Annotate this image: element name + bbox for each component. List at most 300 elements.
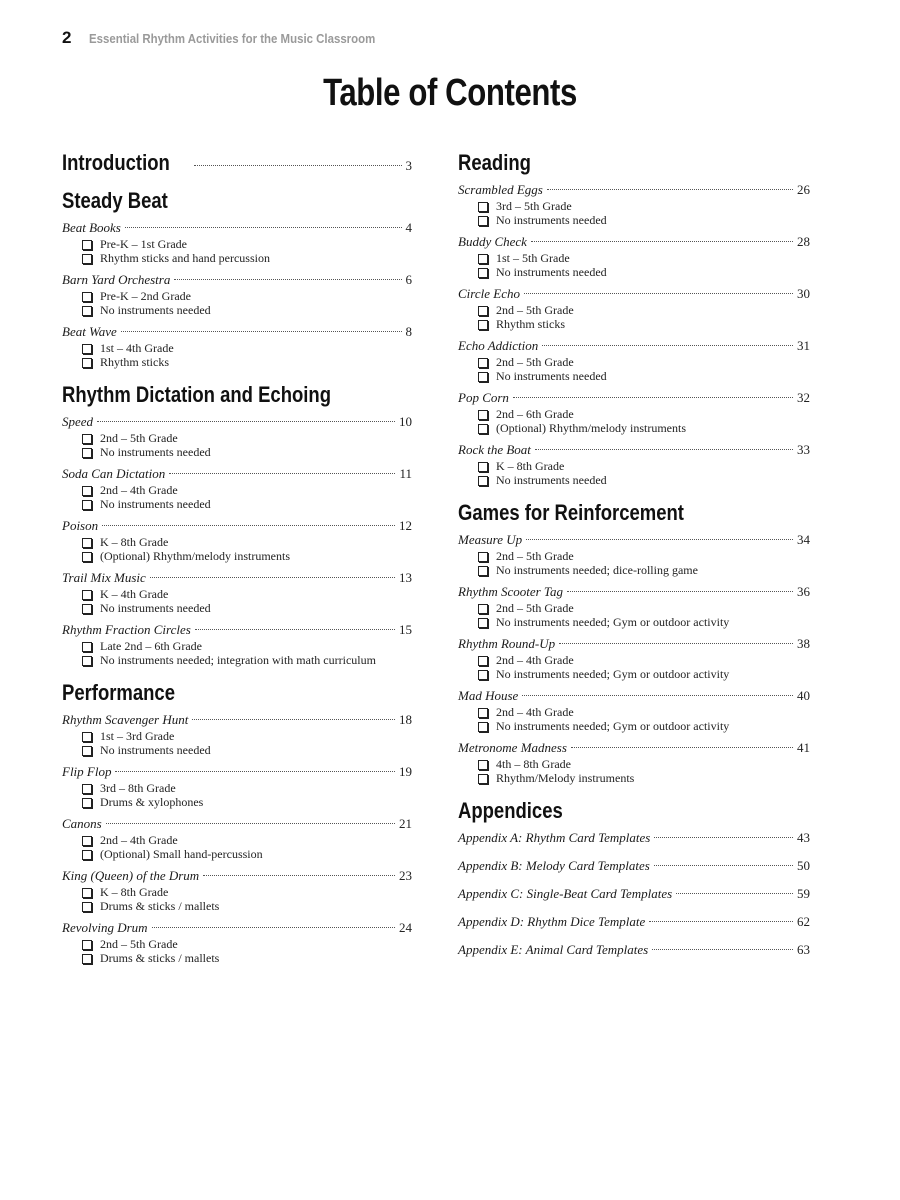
- toc-entry-row: [62, 272, 412, 289]
- page-ref: 13: [399, 570, 412, 585]
- checkbox-icon: [82, 940, 92, 950]
- entry-details: [458, 705, 810, 733]
- detail-text: Pre-K – 1st Grade: [100, 237, 187, 251]
- toc-entry-row: [62, 466, 412, 483]
- checkbox-icon: [82, 448, 92, 458]
- detail-text: 4th – 8th Grade: [496, 757, 571, 771]
- detail-item: [478, 719, 810, 733]
- detail-text: No instruments needed: [496, 213, 607, 227]
- detail-text: Rhythm sticks and hand percussion: [100, 251, 270, 265]
- detail-item: [478, 251, 810, 265]
- checkbox-icon: [82, 486, 92, 496]
- detail-item: [82, 535, 412, 549]
- detail-item: [82, 431, 412, 445]
- dot-leader: [547, 189, 793, 190]
- entry-details: [458, 199, 810, 227]
- detail-text: 1st – 5th Grade: [496, 251, 570, 265]
- detail-text: Late 2nd – 6th Grade: [100, 639, 202, 653]
- checkbox-icon: [82, 604, 92, 614]
- page-ref: 15: [399, 622, 412, 637]
- detail-item: [478, 265, 810, 279]
- checkbox-icon: [478, 254, 488, 264]
- toc-entry-row: [458, 636, 810, 653]
- toc-entry-appendix-a-rhythm-card-templates[interactable]: [458, 830, 810, 848]
- section-heading-games-for-reinforcement: Games for Reinforcement: [458, 500, 684, 525]
- toc-entry-row: [458, 338, 810, 355]
- toc-entry-appendix-c-single-beat-card-templates[interactable]: [458, 886, 810, 904]
- detail-text: No instruments needed: [100, 743, 211, 757]
- toc-entry-rhythm-round-up[interactable]: [458, 636, 810, 681]
- detail-item: [82, 355, 412, 369]
- checkbox-icon: [82, 902, 92, 912]
- detail-text: K – 8th Grade: [496, 459, 565, 473]
- entry-title: Appendix C: Single-Beat Card Templates: [458, 886, 673, 901]
- detail-item: [478, 473, 810, 487]
- checkbox-icon: [82, 434, 92, 444]
- dot-leader: [102, 525, 395, 526]
- entry-details: [62, 431, 412, 459]
- entry-details: [458, 601, 810, 629]
- toc-entry-row: [458, 286, 810, 303]
- checkbox-icon: [82, 888, 92, 898]
- toc-entry-speed[interactable]: [62, 414, 412, 459]
- toc-entry-row: [458, 740, 810, 757]
- toc-left-column: [62, 150, 412, 972]
- page-ref: 34: [797, 532, 810, 547]
- detail-item: [478, 199, 810, 213]
- dot-leader: [567, 591, 793, 592]
- toc-entry-row: [62, 764, 412, 781]
- page-ref: 43: [797, 830, 810, 845]
- dot-leader: [526, 539, 793, 540]
- detail-text: 2nd – 5th Grade: [496, 355, 574, 369]
- detail-item: [82, 653, 412, 667]
- detail-text: No instruments needed: [100, 303, 211, 317]
- detail-item: [82, 601, 412, 615]
- checkbox-icon: [82, 344, 92, 354]
- detail-text: No instruments needed; dice-rolling game: [496, 563, 698, 577]
- toc-entry-row: [62, 518, 412, 535]
- dot-leader: [203, 875, 395, 876]
- toc-entry-row: [458, 532, 810, 549]
- entry-details: [458, 653, 810, 681]
- dot-leader: [152, 927, 395, 928]
- detail-text: 2nd – 6th Grade: [496, 407, 574, 421]
- entry-details: [62, 937, 412, 965]
- entry-title: Mad House: [458, 688, 519, 703]
- detail-text: 3rd – 5th Grade: [496, 199, 572, 213]
- entry-title: Pop Corn: [458, 390, 509, 405]
- page-ref: 21: [399, 816, 412, 831]
- detail-text: Drums & xylophones: [100, 795, 204, 809]
- page-ref: 63: [797, 942, 810, 957]
- toc-entry-poison[interactable]: [62, 518, 412, 563]
- checkbox-icon: [82, 954, 92, 964]
- detail-item: [82, 937, 412, 951]
- detail-item: [82, 639, 412, 653]
- toc-entry-row: [458, 688, 810, 705]
- detail-text: No instruments needed: [496, 473, 607, 487]
- checkbox-icon: [82, 254, 92, 264]
- page-ref: 59: [797, 886, 810, 901]
- detail-text: K – 4th Grade: [100, 587, 169, 601]
- checkbox-icon: [82, 836, 92, 846]
- checkbox-icon: [82, 798, 92, 808]
- detail-item: [478, 369, 810, 383]
- detail-text: 2nd – 5th Grade: [100, 937, 178, 951]
- dot-leader: [106, 823, 395, 824]
- page-ref: 26: [797, 182, 810, 197]
- entry-title: Barn Yard Orchestra: [62, 272, 171, 287]
- entry-title: Appendix E: Animal Card Templates: [458, 942, 649, 957]
- toc-entry-row: [62, 920, 412, 937]
- toc-entry-flip-flop[interactable]: [62, 764, 412, 809]
- entry-details: [62, 535, 412, 563]
- checkbox-icon: [82, 552, 92, 562]
- page-ref: 28: [797, 234, 810, 249]
- entry-title: Canons: [62, 816, 102, 831]
- detail-item: [478, 601, 810, 615]
- entry-details: [62, 587, 412, 615]
- entry-details: [62, 237, 412, 265]
- checkbox-icon: [82, 590, 92, 600]
- detail-item: [82, 729, 412, 743]
- detail-text: 2nd – 4th Grade: [496, 705, 574, 719]
- toc-entry-rhythm-scooter-tag[interactable]: [458, 584, 810, 629]
- page-ref: 41: [797, 740, 810, 755]
- detail-item: [478, 705, 810, 719]
- entry-title: Scrambled Eggs: [458, 182, 543, 197]
- toc-entry-row: [62, 570, 412, 587]
- detail-text: 2nd – 4th Grade: [100, 833, 178, 847]
- entry-details: [62, 885, 412, 913]
- page-ref: 18: [399, 712, 412, 727]
- toc-entry-king-queen-of-the-drum[interactable]: [62, 868, 412, 913]
- toc-entry-row: [458, 390, 810, 407]
- dot-leader: [125, 227, 402, 228]
- detail-item: [82, 483, 412, 497]
- dot-leader: [513, 397, 793, 398]
- dot-leader: [542, 345, 793, 346]
- toc-entry-scrambled-eggs[interactable]: [458, 182, 810, 227]
- detail-item: [478, 549, 810, 563]
- toc-entry-row: [62, 622, 412, 639]
- detail-text: 2nd – 5th Grade: [496, 303, 574, 317]
- detail-item: [82, 795, 412, 809]
- detail-item: [478, 563, 810, 577]
- checkbox-icon: [478, 424, 488, 434]
- detail-item: [478, 317, 810, 331]
- detail-item: [82, 303, 412, 317]
- toc-entry-trail-mix-music[interactable]: [62, 570, 412, 615]
- checkbox-icon: [478, 552, 488, 562]
- detail-text: No instruments needed: [100, 601, 211, 615]
- entry-details: [62, 341, 412, 369]
- page-ref: 6: [405, 272, 412, 287]
- detail-text: Rhythm sticks: [496, 317, 566, 331]
- section-heading-reading: Reading: [458, 150, 531, 175]
- dot-leader: [194, 165, 401, 166]
- page-ref: 62: [797, 914, 810, 929]
- page-title: Table of Contents: [323, 72, 577, 114]
- checkbox-icon: [82, 500, 92, 510]
- entry-title: Buddy Check: [458, 234, 527, 249]
- detail-item: [82, 885, 412, 899]
- entry-title: Rhythm Scooter Tag: [458, 584, 563, 599]
- toc-entry-barn-yard-orchestra[interactable]: [62, 272, 412, 317]
- toc-entry-pop-corn[interactable]: [458, 390, 810, 435]
- detail-item: [82, 445, 412, 459]
- page-ref: 38: [797, 636, 810, 651]
- checkbox-icon: [82, 850, 92, 860]
- entry-details: [458, 303, 810, 331]
- entry-title: Rhythm Scavenger Hunt: [62, 712, 189, 727]
- checkbox-icon: [82, 784, 92, 794]
- checkbox-icon: [478, 566, 488, 576]
- detail-text: 2nd – 5th Grade: [496, 601, 574, 615]
- detail-text: K – 8th Grade: [100, 535, 169, 549]
- detail-item: [478, 421, 810, 435]
- page-ref: 12: [399, 518, 412, 533]
- detail-item: [478, 355, 810, 369]
- toc-entry-circle-echo[interactable]: [458, 286, 810, 331]
- page-ref: 23: [399, 868, 412, 883]
- detail-item: [478, 213, 810, 227]
- toc-entry-appendix-e-animal-card-templates[interactable]: [458, 942, 810, 960]
- entry-title: Revolving Drum: [62, 920, 148, 935]
- toc-entry-row: [458, 942, 810, 960]
- page-header: [62, 28, 415, 48]
- entry-details: [458, 757, 810, 785]
- toc-entry-soda-can-dictation[interactable]: [62, 466, 412, 511]
- entry-title: Rhythm Round-Up: [458, 636, 556, 651]
- detail-text: 3rd – 8th Grade: [100, 781, 176, 795]
- detail-text: No instruments needed: [496, 265, 607, 279]
- dot-leader: [676, 893, 793, 894]
- entry-details: [62, 729, 412, 757]
- detail-text: No instruments needed: [100, 445, 211, 459]
- toc-entry-metronome-madness[interactable]: [458, 740, 810, 785]
- detail-item: [82, 847, 412, 861]
- entry-title: Soda Can Dictation: [62, 466, 166, 481]
- detail-item: [82, 251, 412, 265]
- entry-title: Appendix D: Rhythm Dice Template: [458, 914, 646, 929]
- section-heading-appendices: Appendices: [458, 798, 563, 823]
- checkbox-icon: [82, 732, 92, 742]
- entry-title: Metronome Madness: [458, 740, 567, 755]
- detail-text: No instruments needed; Gym or outdoor activity: [496, 667, 730, 681]
- dot-leader: [535, 449, 793, 450]
- checkbox-icon: [82, 538, 92, 548]
- dot-leader: [652, 949, 793, 950]
- toc-entry-row: [458, 914, 810, 932]
- toc-entry-row: [62, 324, 412, 341]
- toc-entry-row: [62, 868, 412, 885]
- detail-text: 1st – 3rd Grade: [100, 729, 175, 743]
- toc-entry-echo-addiction[interactable]: [458, 338, 810, 383]
- section-heading-rhythm-dictation-and-echoing: Rhythm Dictation and Echoing: [62, 382, 331, 407]
- toc-introduction[interactable]: [62, 150, 412, 176]
- entry-title: Flip Flop: [62, 764, 112, 779]
- checkbox-icon: [82, 746, 92, 756]
- dot-leader: [524, 293, 793, 294]
- dot-leader: [121, 331, 402, 332]
- entry-details: [62, 639, 412, 667]
- detail-item: [82, 899, 412, 913]
- detail-item: [82, 289, 412, 303]
- detail-text: K – 8th Grade: [100, 885, 169, 899]
- detail-item: [82, 743, 412, 757]
- detail-text: 2nd – 4th Grade: [100, 483, 178, 497]
- checkbox-icon: [478, 216, 488, 226]
- page-ref: 33: [797, 442, 810, 457]
- checkbox-icon: [478, 462, 488, 472]
- page-ref: 31: [797, 338, 810, 353]
- detail-item: [478, 667, 810, 681]
- checkbox-icon: [82, 306, 92, 316]
- detail-text: 2nd – 4th Grade: [496, 653, 574, 667]
- entry-details: [62, 833, 412, 861]
- checkbox-icon: [82, 642, 92, 652]
- checkbox-icon: [478, 760, 488, 770]
- entry-details: [458, 459, 810, 487]
- toc-entry-appendix-b-melody-card-templates[interactable]: [458, 858, 810, 876]
- page-ref: 3: [405, 158, 412, 173]
- entry-title: Rock the Boat: [458, 442, 531, 457]
- toc-entry-revolving-drum[interactable]: [62, 920, 412, 965]
- toc-entry-mad-house[interactable]: [458, 688, 810, 733]
- entry-title: Beat Wave: [62, 324, 117, 339]
- checkbox-icon: [478, 320, 488, 330]
- entry-details: [458, 355, 810, 383]
- dot-leader: [115, 771, 395, 772]
- toc-entry-row: [62, 414, 412, 431]
- detail-item: [478, 615, 810, 629]
- page-ref: 24: [399, 920, 412, 935]
- section-heading-performance: Performance: [62, 680, 175, 705]
- detail-item: [82, 833, 412, 847]
- page-ref: 36: [797, 584, 810, 599]
- dot-leader: [97, 421, 395, 422]
- entry-title: Measure Up: [458, 532, 523, 547]
- dot-leader: [559, 643, 793, 644]
- section-heading-steady-beat: Steady Beat: [62, 188, 168, 213]
- toc-entry-row: [62, 220, 412, 237]
- dot-leader: [654, 865, 793, 866]
- entry-title: Echo Addiction: [458, 338, 539, 353]
- entry-title: Appendix A: Rhythm Card Templates: [458, 830, 651, 845]
- page-ref: 19: [399, 764, 412, 779]
- checkbox-icon: [82, 358, 92, 368]
- detail-text: Rhythm sticks: [100, 355, 170, 369]
- toc-entry-rhythm-fraction-circles[interactable]: [62, 622, 412, 667]
- detail-text: Drums & sticks / mallets: [100, 899, 220, 913]
- detail-text: Drums & sticks / mallets: [100, 951, 220, 965]
- page-ref: 30: [797, 286, 810, 301]
- toc-entry-rock-the-boat[interactable]: [458, 442, 810, 487]
- detail-text: (Optional) Rhythm/melody instruments: [100, 549, 290, 563]
- checkbox-icon: [82, 240, 92, 250]
- detail-text: 1st – 4th Grade: [100, 341, 174, 355]
- detail-text: No instruments needed: [496, 369, 607, 383]
- detail-text: Rhythm/Melody instruments: [496, 771, 635, 785]
- detail-item: [478, 757, 810, 771]
- dot-leader: [522, 695, 793, 696]
- entry-details: [458, 251, 810, 279]
- detail-item: [82, 549, 412, 563]
- entry-title: Circle Echo: [458, 286, 520, 301]
- page-ref: 40: [797, 688, 810, 703]
- toc-entry-row: [458, 442, 810, 459]
- checkbox-icon: [478, 358, 488, 368]
- page-ref: 50: [797, 858, 810, 873]
- entry-title: Trail Mix Music: [62, 570, 146, 585]
- dot-leader: [649, 921, 793, 922]
- toc-entry-measure-up[interactable]: [458, 532, 810, 577]
- entry-details: [62, 781, 412, 809]
- detail-item: [478, 653, 810, 667]
- toc-entry-rhythm-scavenger-hunt[interactable]: [62, 712, 412, 757]
- detail-text: 2nd – 5th Grade: [100, 431, 178, 445]
- page-ref: 4: [405, 220, 412, 235]
- checkbox-icon: [478, 670, 488, 680]
- checkbox-icon: [478, 410, 488, 420]
- toc-entry-row: [458, 886, 810, 904]
- checkbox-icon: [478, 722, 488, 732]
- dot-leader: [169, 473, 395, 474]
- detail-text: (Optional) Rhythm/melody instruments: [496, 421, 686, 435]
- toc-entry-beat-books[interactable]: [62, 220, 412, 265]
- checkbox-icon: [478, 656, 488, 666]
- toc-entry-appendix-d-rhythm-dice-template[interactable]: [458, 914, 810, 932]
- toc-entry-beat-wave[interactable]: [62, 324, 412, 369]
- entry-details: [458, 549, 810, 577]
- checkbox-icon: [478, 618, 488, 628]
- entry-details: [458, 407, 810, 435]
- detail-item: [82, 497, 412, 511]
- checkbox-icon: [478, 604, 488, 614]
- toc-entry-row: [458, 234, 810, 251]
- detail-text: Pre-K – 2nd Grade: [100, 289, 191, 303]
- detail-text: (Optional) Small hand-percussion: [100, 847, 263, 861]
- page-ref: 10: [399, 414, 412, 429]
- detail-text: No instruments needed; Gym or outdoor activity: [496, 719, 730, 733]
- dot-leader: [531, 241, 793, 242]
- detail-item: [82, 587, 412, 601]
- toc-right-column: [458, 150, 810, 970]
- toc-entry-buddy-check[interactable]: [458, 234, 810, 279]
- dot-leader: [174, 279, 401, 280]
- toc-entry-row: [62, 712, 412, 729]
- checkbox-icon: [478, 774, 488, 784]
- detail-item: [478, 303, 810, 317]
- detail-item: [478, 459, 810, 473]
- entry-title: Rhythm Fraction Circles: [62, 622, 191, 637]
- checkbox-icon: [82, 292, 92, 302]
- page-number: 2: [62, 28, 72, 47]
- dot-leader: [571, 747, 793, 748]
- entry-title: Poison: [62, 518, 99, 533]
- entry-title: King (Queen) of the Drum: [62, 868, 200, 883]
- checkbox-icon: [478, 708, 488, 718]
- detail-item: [82, 951, 412, 965]
- detail-item: [478, 407, 810, 421]
- checkbox-icon: [478, 202, 488, 212]
- detail-text: No instruments needed: [100, 497, 211, 511]
- toc-entry-row: [458, 858, 810, 876]
- checkbox-icon: [478, 268, 488, 278]
- toc-entry-canons[interactable]: [62, 816, 412, 861]
